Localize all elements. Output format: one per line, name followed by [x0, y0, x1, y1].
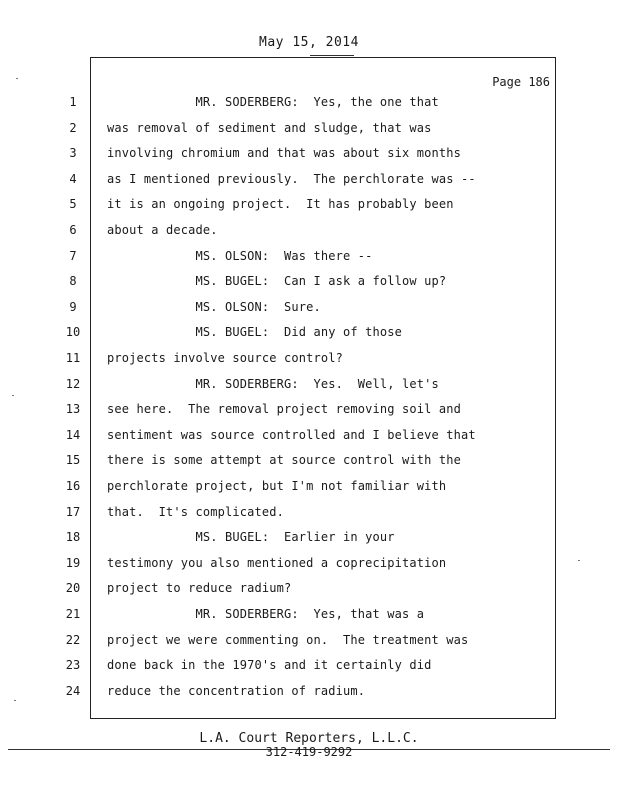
line-number: 4	[69, 172, 77, 186]
transcript-line: that. It's complicated.	[107, 505, 284, 519]
line-number: 3	[69, 146, 77, 160]
transcript-line: MS. OLSON: Was there --	[107, 249, 373, 263]
transcript-line: MS. OLSON: Sure.	[107, 300, 321, 314]
transcript-line: testimony you also mentioned a coprecipitation	[107, 556, 447, 570]
transcript-line: done back in the 1970's and it certainly did	[107, 658, 432, 672]
transcript-line: MR. SODERBERG: Yes, the one that	[107, 95, 439, 109]
header-rule	[310, 55, 354, 56]
transcript-line: about a decade.	[107, 223, 218, 237]
line-number: 5	[69, 197, 77, 211]
transcript-line: MS. BUGEL: Can I ask a follow up?	[107, 274, 447, 288]
line-number: 23	[65, 658, 81, 672]
transcript-line: as I mentioned previously. The perchlorate was --	[107, 172, 476, 186]
transcript-line: MR. SODERBERG: Yes, that was a	[107, 607, 425, 621]
line-number: 19	[65, 556, 81, 570]
line-number: 21	[65, 607, 81, 621]
transcript-line: sentiment was source controlled and I believe that	[107, 428, 476, 442]
transcript-line: it is an ongoing project. It has probably been	[107, 197, 454, 211]
line-number: 24	[65, 684, 81, 698]
transcript-line: project to reduce radium?	[107, 581, 292, 595]
transcript-line: involving chromium and that was about six months	[107, 146, 461, 160]
scan-speck	[12, 395, 14, 396]
line-number: 8	[69, 274, 77, 288]
transcript-line: projects involve source control?	[107, 351, 343, 365]
line-number: 14	[65, 428, 81, 442]
line-number: 1	[69, 95, 77, 109]
footer-phone: 312-419-9292	[265, 745, 353, 759]
line-number: 7	[69, 249, 77, 263]
scan-speck	[16, 78, 18, 79]
header-date: May 15, 2014	[259, 35, 359, 50]
line-number: 13	[65, 402, 81, 416]
transcript-line: perchlorate project, but I'm not familiar with	[107, 479, 447, 493]
transcript-line: see here. The removal project removing soil and	[107, 402, 461, 416]
line-number: 2	[69, 121, 77, 135]
transcript-line: there is some attempt at source control with the	[107, 453, 461, 467]
transcript-line: reduce the concentration of radium.	[107, 684, 366, 698]
footer-company: L.A. Court Reporters, L.L.C.	[199, 731, 419, 746]
transcript-line: MS. BUGEL: Did any of those	[107, 325, 402, 339]
transcript-line: project we were commenting on. The treatment was	[107, 633, 469, 647]
line-number: 16	[65, 479, 81, 493]
line-number: 12	[65, 377, 81, 391]
line-number: 18	[65, 530, 81, 544]
line-number: 22	[65, 633, 81, 647]
line-number: 9	[69, 300, 77, 314]
scan-speck	[14, 700, 16, 701]
line-number: 10	[65, 325, 81, 339]
line-number: 15	[65, 453, 81, 467]
line-number: 20	[65, 581, 81, 595]
page-number: Page 186	[492, 75, 550, 89]
transcript-line: MS. BUGEL: Earlier in your	[107, 530, 395, 544]
transcript-line: MR. SODERBERG: Yes. Well, let's	[107, 377, 439, 391]
transcript-line: was removal of sediment and sludge, that was	[107, 121, 432, 135]
line-number: 17	[65, 505, 81, 519]
scan-speck	[578, 560, 580, 561]
line-number: 11	[65, 351, 81, 365]
line-number: 6	[69, 223, 77, 237]
